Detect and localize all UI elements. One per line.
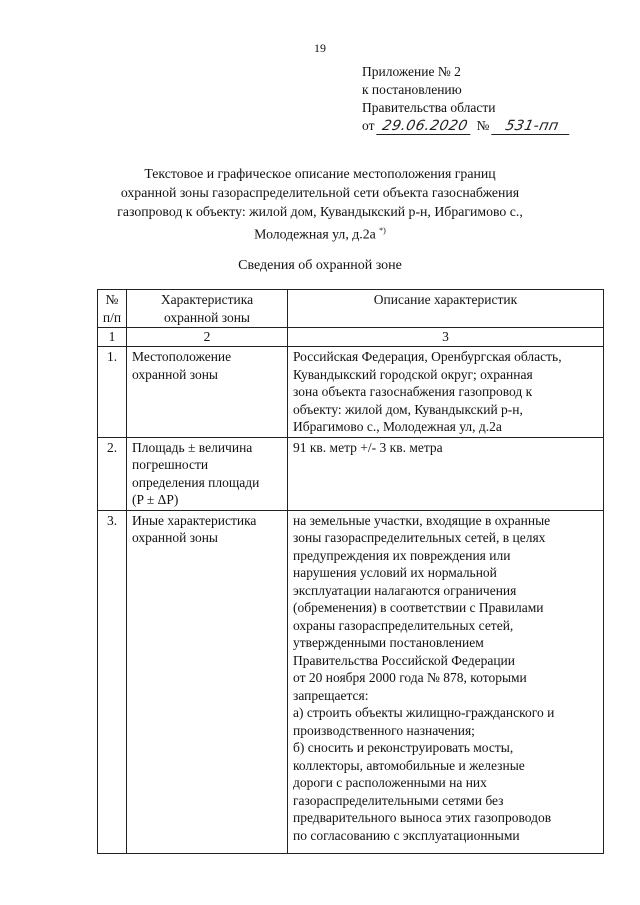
index-cell: 2 [127,328,288,347]
table-row [98,437,604,510]
title-line: Молодежная ул, д.2а *) [254,226,386,242]
appendix-line-1: Приложение № 2 [362,64,461,79]
number-label: № [476,118,490,133]
row-description: 91 кв. метр +/- 3 кв. метра [288,437,604,510]
handwritten-number: 531-пп [492,118,574,135]
appendix-block [362,63,571,135]
row-number: 3. [98,510,127,853]
appendix-line-3: Правительства области [362,100,496,115]
table-index-row [98,328,604,347]
row-characteristic: Площадь ± величина погрешности определения площади (P ± ΔP) [127,437,288,510]
title-line: газопровод к объекту: жилой дом, Кувандыкский р-н, Ибрагимово с., [117,204,523,219]
appendix-date-line [362,117,571,135]
footnote-mark: *) [379,226,386,235]
title-line: охранной зоны газораспределительной сети объекта газоснабжения [120,185,520,200]
index-cell: 3 [288,328,604,347]
from-label: от [362,118,375,133]
header-num: № п/п [98,290,127,328]
handwritten-date: 29.06.2020 [377,118,475,135]
row-description: на земельные участки, входящие в охранные зоны газораспределительных сетей, в целях предупреждения их повреждения или нарушения условий их нормальной эксплуатации налагаются ограничения (обременения) в соответствии с Правилами охраны газораспределительных сетей, утвержденными постановлением Правительства Российской Федерации от 20 ноября 2000 года № 878, которыми запрещается: а) строить объекты жилищно-гражданского и производственного назначения; б) сносить и реконструировать мосты, коллекторы, автомобильные и железные дороги с расположенными на них газораспределительными сетями без предварительного выноса этих газопроводов по согласованию с эксплуатационными [288,510,604,853]
header-characteristic: Характеристика охранной зоны [127,290,288,328]
table-row [98,347,604,438]
title-line: Текстовое и графическое описание местоположения границ [144,166,496,181]
row-description: Российская Федерация, Оренбургская область, Кувандыкский городской округ; охранная зона объекта газоснабжения газопровод к объекту: жилой дом, Кувандыкский р-н, Ибрагимово с., Молодежная ул, д.2а [288,347,604,438]
page-number: 19 [314,41,326,55]
appendix-line-2: к постановлению [362,82,462,97]
table-row [98,510,604,853]
row-characteristic: Иные характеристика охранной зоны [127,510,288,853]
row-number: 1. [98,347,127,438]
index-cell: 1 [98,328,127,347]
zone-info-table [97,289,604,854]
table-header-row [98,290,604,328]
row-number: 2. [98,437,127,510]
document-title [90,164,550,244]
row-characteristic: Местоположение охранной зоны [127,347,288,438]
section-subtitle: Сведения об охранной зоне [238,258,402,273]
header-description: Описание характеристик [288,290,604,328]
